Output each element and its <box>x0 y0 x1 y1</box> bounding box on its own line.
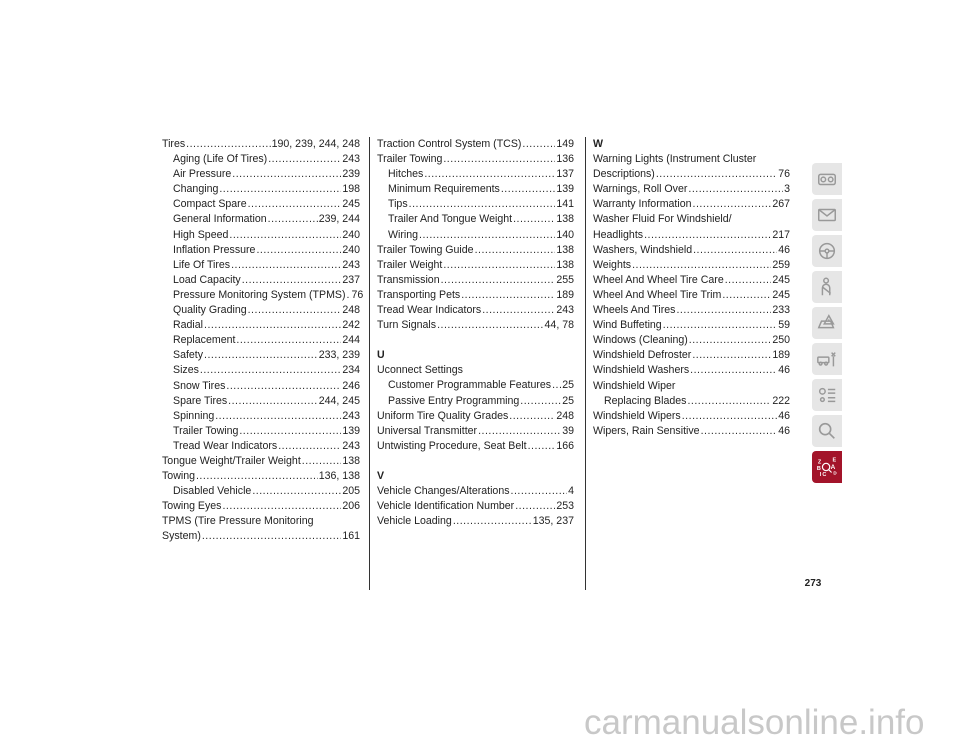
svg-text:C: C <box>822 472 827 478</box>
index-term: Air Pressure <box>173 168 232 181</box>
dot-leader <box>268 152 341 167</box>
dashboard-icon[interactable] <box>812 163 842 195</box>
index-term: Wipers, Rain Sensitive <box>593 424 700 437</box>
index-term: Warranty Information <box>593 198 692 211</box>
page-reference[interactable]: 233, 239 <box>318 349 360 362</box>
page-reference[interactable]: 138 <box>556 213 574 226</box>
page-reference[interactable]: 25 <box>562 394 574 407</box>
index-term: Windows (Cleaning) <box>593 334 688 347</box>
index-subentry <box>162 228 360 243</box>
index-term: Universal Transmitter <box>377 424 478 437</box>
page-reference[interactable]: 245 <box>772 288 790 301</box>
page-reference[interactable]: 243 <box>342 409 360 422</box>
dot-leader <box>475 243 556 258</box>
index-subentry <box>377 197 574 212</box>
index-term: Wheel And Wheel Tire Trim <box>593 288 722 301</box>
index-entry <box>377 424 574 439</box>
index-letter-heading: V <box>377 469 385 482</box>
dot-leader <box>419 228 555 243</box>
page-reference[interactable]: 136 <box>556 153 574 166</box>
page-reference[interactable]: 190, 239, 244, 248 <box>271 138 360 150</box>
page-reference[interactable]: 189 <box>772 349 790 362</box>
index-subentry <box>162 409 360 424</box>
page-reference[interactable]: 240 <box>342 228 360 241</box>
index-entry <box>593 288 790 303</box>
index-entry <box>377 363 574 378</box>
index-entry <box>593 424 790 439</box>
index-subentry <box>377 394 574 409</box>
index-subentry <box>162 439 360 454</box>
index-entry <box>593 182 790 197</box>
dot-leader <box>689 333 772 348</box>
index-term: Minimum Requirements <box>388 183 500 196</box>
page-reference[interactable]: 39 <box>562 424 574 437</box>
index-term: Tread Wear Indicators <box>377 304 482 317</box>
page-reference[interactable]: 76 <box>778 168 790 181</box>
index-term: Trailer Towing <box>377 153 443 166</box>
dot-leader <box>520 394 561 409</box>
svg-text:D: D <box>833 470 837 476</box>
index-term: Safety <box>173 349 204 362</box>
dot-leader <box>248 303 342 318</box>
index-entry <box>162 514 360 529</box>
index-entry <box>593 258 790 273</box>
magnifier-icon[interactable] <box>812 415 842 447</box>
index-entry <box>593 333 790 348</box>
dot-leader <box>424 167 555 182</box>
index-entry <box>593 379 790 394</box>
index-term: Trailer Towing <box>173 424 239 437</box>
index-subentry <box>162 303 360 318</box>
page-reference[interactable]: 255 <box>556 273 574 286</box>
index-term: TPMS (Tire Pressure Monitoring <box>162 515 314 528</box>
index-term: Wheels And Tires <box>593 304 676 317</box>
index-entry <box>162 137 360 152</box>
chapter-tabs <box>812 163 842 487</box>
index-subentry <box>162 152 360 167</box>
page-reference[interactable]: 25 <box>562 379 574 392</box>
index-term: Towing Eyes <box>162 500 222 513</box>
dot-leader <box>226 379 341 394</box>
index-term: High Speed <box>173 228 229 241</box>
page-reference[interactable]: 245 <box>772 273 790 286</box>
page-reference[interactable]: 259 <box>772 258 790 271</box>
index-entry <box>377 137 574 152</box>
dot-leader <box>632 258 771 273</box>
page-reference[interactable]: 253 <box>556 500 574 513</box>
index-term: Tongue Weight/Trailer Weight <box>162 454 301 467</box>
dot-leader <box>513 212 555 227</box>
index-entry <box>377 273 574 288</box>
dot-leader <box>229 228 341 243</box>
dot-leader <box>278 439 341 454</box>
dot-leader <box>242 273 342 288</box>
dot-leader <box>722 288 771 303</box>
svg-text:A: A <box>830 463 836 471</box>
index-subentry <box>162 424 360 439</box>
page-reference[interactable]: 139 <box>342 424 360 437</box>
index-term: Customer Programmable Features <box>388 379 552 392</box>
page-reference[interactable]: 3 <box>784 183 790 196</box>
page-reference[interactable]: 244 <box>342 334 360 347</box>
index-term: Tips <box>388 198 408 211</box>
column-divider <box>585 137 586 590</box>
index-term: Aging (Life Of Tires) <box>173 153 268 166</box>
index-entry <box>593 409 790 424</box>
dot-leader <box>437 318 543 333</box>
page-number: 273 <box>804 578 822 589</box>
index-subentry <box>162 379 360 394</box>
index-term: Uniform Tire Quality Grades <box>377 409 509 422</box>
index-subentry <box>162 394 360 409</box>
index-term: Washers, Windshield <box>593 243 693 256</box>
index-term: Snow Tires <box>173 379 226 392</box>
dot-leader <box>690 363 777 378</box>
index-term: Replacement <box>173 334 236 347</box>
car-tools-icon[interactable] <box>812 343 842 375</box>
gear-list-icon[interactable] <box>812 379 842 411</box>
index-term: Wiring <box>388 228 419 241</box>
index-entry <box>593 273 790 288</box>
index-term: Descriptions) <box>593 168 655 181</box>
index-subentry <box>162 212 360 227</box>
page-reference[interactable]: 239, 244 <box>318 213 360 226</box>
dot-leader <box>204 348 318 363</box>
index-entry <box>593 228 790 243</box>
page-reference[interactable]: 239 <box>342 168 360 181</box>
page-reference[interactable]: 222 <box>772 394 790 407</box>
index-subentry <box>162 484 360 499</box>
index-entry <box>377 318 574 333</box>
index-entry <box>377 514 574 529</box>
page-reference[interactable]: 135, 237 <box>532 515 574 528</box>
index-term: Trailer And Tongue Weight <box>388 213 513 226</box>
dot-leader <box>215 409 341 424</box>
page-reference[interactable]: 149 <box>556 138 574 150</box>
page-reference[interactable]: 234 <box>342 364 360 377</box>
watermark: carmanualsonline.info <box>584 703 925 742</box>
index-term: System) <box>162 530 201 543</box>
index-entry <box>162 499 360 514</box>
dot-leader <box>552 378 561 393</box>
page-reference[interactable]: 46 <box>778 424 790 437</box>
page-reference[interactable]: 205 <box>342 485 360 498</box>
index-subentry <box>162 258 360 273</box>
page-reference[interactable]: 137 <box>556 168 574 181</box>
dot-leader <box>248 197 342 212</box>
page-reference[interactable]: 46 <box>778 243 790 256</box>
warning-car-icon[interactable] <box>812 307 842 339</box>
dot-leader <box>186 137 270 152</box>
index-entry <box>162 469 360 484</box>
index-term: Life Of Tires <box>173 258 231 271</box>
dot-leader <box>676 303 771 318</box>
index-subentry <box>593 394 790 409</box>
index-subentry <box>162 197 360 212</box>
column-divider <box>369 137 370 590</box>
index-term: Sizes <box>173 364 199 377</box>
dot-leader <box>443 152 555 167</box>
index-term: Washer Fluid For Windshield/ <box>593 213 732 226</box>
dot-leader <box>441 273 556 288</box>
index-entry <box>377 439 574 454</box>
index-term: Wheel And Wheel Tire Care <box>593 273 724 286</box>
index-term: Tread Wear Indicators <box>173 439 278 452</box>
index-term: Towing <box>162 470 195 483</box>
index-subentry <box>162 348 360 363</box>
dot-leader <box>515 499 555 514</box>
dot-leader <box>228 394 318 409</box>
page-reference[interactable]: 198 <box>342 183 360 196</box>
index-term: Transmission <box>377 273 440 286</box>
dot-leader <box>725 273 772 288</box>
dot-leader <box>682 409 777 424</box>
page-reference[interactable]: 246 <box>342 379 360 392</box>
dot-leader <box>693 197 772 212</box>
svg-text:B: B <box>816 465 821 472</box>
index-entry <box>377 303 574 318</box>
index-entry <box>377 409 574 424</box>
index-subentry <box>162 182 360 197</box>
dot-leader <box>461 288 555 303</box>
page-reference[interactable]: 244, 245 <box>318 394 360 407</box>
index-entry <box>593 303 790 318</box>
index-term: Uconnect Settings <box>377 364 463 377</box>
index-term: Windshield Defroster <box>593 349 692 362</box>
index-term: Passive Entry Programming <box>388 394 520 407</box>
index-term: Tires <box>162 138 186 150</box>
page-reference[interactable]: 240 <box>342 243 360 256</box>
index-column-3 <box>593 137 790 439</box>
index-term: General Information <box>173 213 267 226</box>
index-term: Wind Buffeting <box>593 319 662 332</box>
svg-text:E: E <box>832 457 837 464</box>
index-entry <box>377 288 574 303</box>
index-entry <box>377 152 574 167</box>
page-reference[interactable]: 141 <box>556 198 574 211</box>
dot-leader <box>528 439 556 454</box>
index-entry <box>593 197 790 212</box>
index-term: Disabled Vehicle <box>173 485 252 498</box>
dot-leader <box>688 182 783 197</box>
page-reference[interactable]: 139 <box>556 183 574 196</box>
dot-leader <box>509 409 555 424</box>
index-term: Traction Control System (TCS) <box>377 138 522 150</box>
page-reference[interactable]: 267 <box>772 198 790 211</box>
index-subentry <box>162 318 360 333</box>
index-letter-heading: W <box>593 138 603 150</box>
index-subentry <box>162 273 360 288</box>
dot-leader <box>222 499 341 514</box>
index-subentry <box>377 228 574 243</box>
index-term: Windshield Wipers <box>593 409 681 422</box>
dot-leader <box>409 197 556 212</box>
index-entry <box>593 348 790 363</box>
index-term: Vehicle Loading <box>377 515 452 528</box>
index-term: Compact Spare <box>173 198 247 211</box>
index-term: Weights <box>593 258 632 271</box>
dot-leader <box>232 167 341 182</box>
index-term: Hitches <box>388 168 424 181</box>
index-column-1 <box>162 137 364 545</box>
index-term: Vehicle Identification Number <box>377 500 515 513</box>
page-reference[interactable]: 59 <box>778 319 790 332</box>
page-reference[interactable]: 140 <box>556 228 574 241</box>
dot-leader <box>511 484 568 499</box>
dot-leader <box>692 348 771 363</box>
dot-leader <box>268 212 318 227</box>
page-reference[interactable]: 166 <box>556 439 574 452</box>
dot-leader <box>687 394 771 409</box>
dot-leader <box>522 137 555 152</box>
page-reference[interactable]: 189 <box>556 288 574 301</box>
dot-leader <box>501 182 555 197</box>
dot-leader <box>252 484 341 499</box>
dot-leader <box>200 363 341 378</box>
dot-leader <box>196 469 318 484</box>
dot-leader <box>701 424 778 439</box>
index-column-2 <box>377 137 574 529</box>
index-entry <box>377 484 574 499</box>
alphabetical-index-icon[interactable] <box>812 451 842 483</box>
envelope-icon[interactable] <box>812 199 842 231</box>
index-term: Trailer Weight <box>377 258 443 271</box>
dot-leader <box>443 258 555 273</box>
page-reference[interactable]: 248 <box>556 409 574 422</box>
index-subentry <box>377 212 574 227</box>
index-entry <box>377 499 574 514</box>
index-term: Inflation Pressure <box>173 243 256 256</box>
page-reference[interactable]: 136, 138 <box>318 470 360 483</box>
index-term: Replacing Blades <box>604 394 687 407</box>
index-term: Turn Signals <box>377 319 437 332</box>
index-entry <box>593 243 790 258</box>
index-term: Windshield Washers <box>593 364 690 377</box>
index-term: Quality Grading <box>173 304 247 317</box>
index-term: Headlights <box>593 228 644 241</box>
page-reference[interactable]: 138 <box>556 243 574 256</box>
svg-text:I: I <box>819 472 822 478</box>
page-reference[interactable]: 44, 78 <box>544 319 574 332</box>
index-term: Load Capacity <box>173 273 241 286</box>
page-reference[interactable]: 245 <box>342 198 360 211</box>
page-reference[interactable]: 138 <box>342 454 360 467</box>
dot-leader <box>644 228 771 243</box>
index-entry <box>593 212 790 227</box>
dot-leader <box>663 318 777 333</box>
index-subentry <box>377 182 574 197</box>
steering-wheel-icon[interactable] <box>812 235 842 267</box>
index-term: Warnings, Roll Over <box>593 183 688 196</box>
dot-leader <box>347 288 351 303</box>
dot-leader <box>302 454 342 469</box>
index-term: Pressure Monitoring System (TPMS) <box>173 288 346 301</box>
index-term: Spinning <box>173 409 215 422</box>
page-reference[interactable]: 76 <box>351 288 364 301</box>
page-reference[interactable]: 46 <box>778 409 790 422</box>
page-reference[interactable]: 243 <box>342 153 360 166</box>
page-reference[interactable]: 161 <box>342 530 360 543</box>
page-reference[interactable]: 138 <box>556 258 574 271</box>
index-term: Windshield Wiper <box>593 379 676 392</box>
index-entry <box>593 363 790 378</box>
page-reference[interactable]: 243 <box>342 258 360 271</box>
index-term: Changing <box>173 183 219 196</box>
index-subentry <box>162 363 360 378</box>
index-subentry <box>162 167 360 182</box>
index-letter-heading: U <box>377 349 385 362</box>
dot-leader <box>256 243 341 258</box>
dot-leader <box>478 424 561 439</box>
svg-text:Z: Z <box>817 459 822 466</box>
page-reference[interactable]: 237 <box>342 273 360 286</box>
dot-leader <box>231 258 341 273</box>
index-term: Trailer Towing Guide <box>377 243 474 256</box>
index-subentry <box>162 333 360 348</box>
page-reference[interactable]: 233 <box>772 304 790 317</box>
page-reference[interactable]: 4 <box>568 484 574 497</box>
index-entry <box>593 152 790 167</box>
index-subentry <box>377 378 574 393</box>
index-subentry <box>162 243 360 258</box>
seatbelt-person-icon[interactable] <box>812 271 842 303</box>
dot-leader <box>239 424 341 439</box>
page-reference[interactable]: 250 <box>772 334 790 347</box>
index-entry <box>593 167 790 182</box>
index-subentry <box>377 167 574 182</box>
dot-leader <box>693 243 777 258</box>
dot-leader <box>219 182 341 197</box>
index-term: Untwisting Procedure, Seat Belt <box>377 439 527 452</box>
page-reference[interactable]: 248 <box>342 304 360 317</box>
index-entry <box>377 243 574 258</box>
dot-leader <box>202 529 341 544</box>
index-subentry <box>162 288 364 303</box>
page-reference[interactable]: 206 <box>342 500 360 513</box>
index-term: Radial <box>173 319 204 332</box>
index-term: Warning Lights (Instrument Cluster <box>593 153 757 166</box>
dot-leader <box>482 303 555 318</box>
dot-leader <box>236 333 341 348</box>
dot-leader <box>453 514 532 529</box>
index-term: Vehicle Changes/Alterations <box>377 484 510 497</box>
page-reference[interactable]: 242 <box>342 319 360 332</box>
page-reference[interactable]: 243 <box>342 439 360 452</box>
index-term: Spare Tires <box>173 394 228 407</box>
dot-leader <box>204 318 341 333</box>
index-term: Transporting Pets <box>377 288 461 301</box>
index-entry <box>377 258 574 273</box>
dot-leader <box>656 167 777 182</box>
index-entry <box>593 318 790 333</box>
index-entry <box>162 529 360 544</box>
page-reference[interactable]: 217 <box>772 228 790 241</box>
page-reference[interactable]: 243 <box>556 304 574 317</box>
index-entry <box>162 454 360 469</box>
page-reference[interactable]: 46 <box>778 364 790 377</box>
